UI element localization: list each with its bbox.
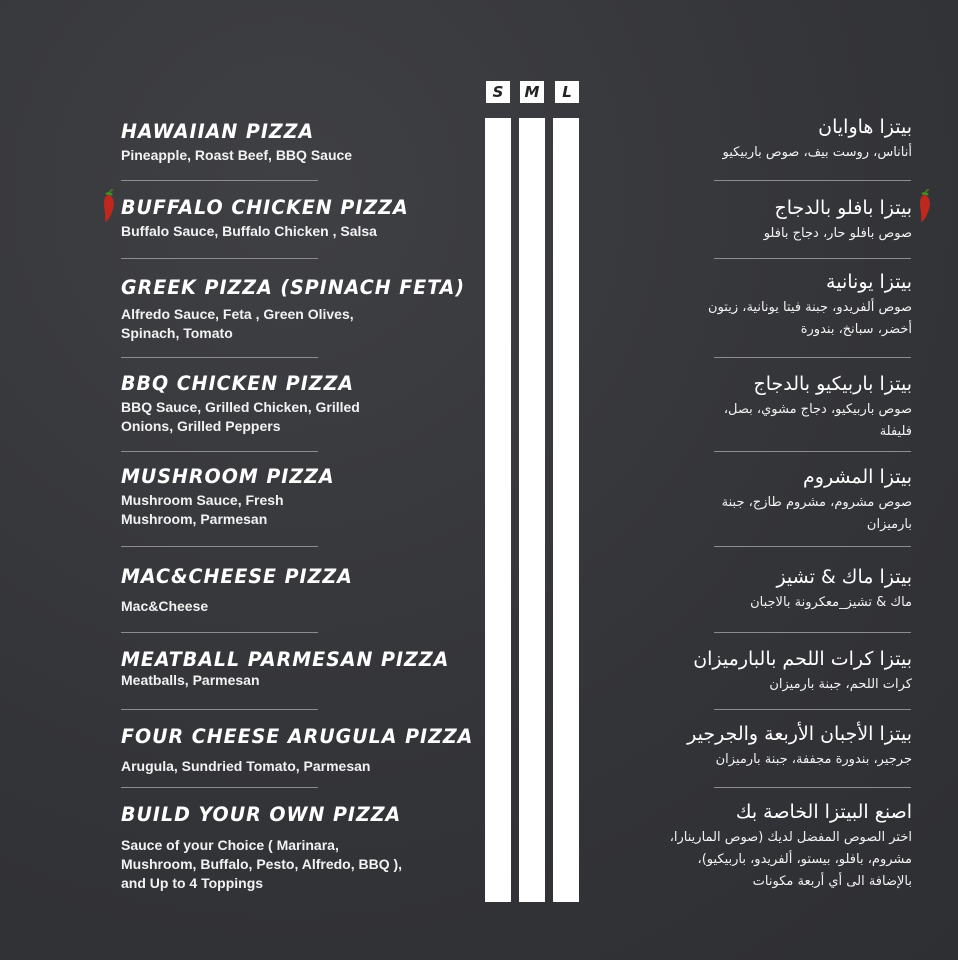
item-desc-ar: ماك & تشيز_معكرونة بالاجبان (750, 595, 912, 610)
chili-pepper-icon (917, 189, 933, 223)
price-small: 40 (489, 209, 509, 228)
price-small: 40 (489, 146, 509, 165)
divider (121, 180, 318, 181)
item-name-en: GREEK PIZZA (SPINACH FETA) (121, 276, 466, 300)
item-desc-en: Pineapple, Roast Beef, BBQ Sauce (121, 147, 353, 163)
item-desc-ar: أناناس، روست بيف، صوص باربيكيو (722, 145, 912, 160)
price-medium: 65 (523, 834, 543, 853)
menu-item-en (121, 196, 421, 241)
menu-item-ar (612, 722, 912, 771)
item-desc-en: Meatballs, Parmesan (121, 672, 260, 688)
menu-item-en (121, 372, 371, 436)
menu-item-ar (702, 465, 912, 536)
item-name-en: MEATBALL PARMESAN PIZZA (121, 648, 450, 672)
divider (714, 546, 911, 547)
item-name-ar: بيتزا بافلو بالدجاج (774, 197, 912, 219)
menu-item-en (121, 465, 351, 529)
item-desc-ar: صوص ألفريدو، جبنة فيتا يونانية، زيتون أخضر، سبانخ، بندورة (708, 300, 912, 337)
price-medium: 65 (523, 591, 543, 610)
price-small: 40 (489, 303, 509, 322)
item-name-ar: بيتزا الأجبان الأربعة والجرجير (687, 723, 912, 745)
menu-item-en (121, 648, 450, 690)
divider (714, 451, 911, 452)
price-large: 85 (557, 745, 577, 764)
price-large: 85 (557, 146, 577, 165)
item-desc-en: Alfredo Sauce, Feta , Green Olives, Spinach, Tomato (121, 306, 354, 341)
price-small: 40 (489, 591, 509, 610)
menu-item-en (121, 803, 421, 893)
item-name-ar: بيتزا ماك & تشيز (776, 566, 912, 588)
price-large: 85 (557, 496, 577, 515)
size-header-large: L (555, 81, 579, 103)
price-medium: 65 (523, 667, 543, 686)
divider (121, 787, 318, 788)
item-desc-ar: صوص بافلو حار، دجاج بافلو (763, 226, 912, 241)
divider (714, 787, 911, 788)
chili-pepper-icon (101, 189, 117, 223)
item-name-en: FOUR CHEESE ARUGULA PIZZA (121, 725, 474, 749)
menu-item-en (121, 276, 466, 343)
menu-item-ar (612, 647, 912, 696)
item-desc-ar: اختر الصوص المفضل لديك (صوص المارينارا، مشروم، بافلو، بيستو، ألفريدو، باربيكيو)، بالإضافة الى أي أربعة مكونات (669, 830, 912, 889)
item-name-ar: بيتزا باربيكيو بالدجاج (753, 373, 912, 395)
item-desc-ar: كرات اللحم، جبنة بارميزان (769, 677, 912, 692)
item-desc-en: Mushroom Sauce, Fresh Mushroom, Parmesan (121, 492, 284, 527)
item-name-en: BUFFALO CHICKEN PIZZA (121, 196, 409, 220)
menu-item-ar (612, 115, 912, 164)
menu-item-ar (662, 800, 912, 893)
item-desc-en: Mac&Cheese (121, 598, 209, 614)
price-large: 85 (557, 667, 577, 686)
divider (714, 357, 911, 358)
item-desc-ar: صوص باربيكيو، دجاج مشوي، بصل، فليفلة (723, 402, 912, 439)
price-large: 85 (557, 209, 577, 228)
item-name-ar: بيتزا هاوايان (818, 116, 912, 138)
divider (121, 709, 318, 710)
item-name-ar: اصنع البيتزا الخاصة بك (735, 801, 912, 823)
item-name-en: MAC&CHEESE PIZZA (121, 565, 353, 589)
divider (714, 632, 911, 633)
price-large: 85 (557, 402, 577, 421)
price-large: 85 (557, 591, 577, 610)
item-name-ar: بيتزا يونانية (826, 271, 912, 293)
divider (121, 258, 318, 259)
menu-item-en (121, 725, 474, 776)
price-medium: 65 (523, 209, 543, 228)
menu-item-ar (672, 270, 912, 341)
divider (121, 632, 318, 633)
menu-item-ar (612, 196, 912, 245)
price-small: 40 (489, 834, 509, 853)
divider (121, 546, 318, 547)
item-desc-en: Sauce of your Choice ( Marinara, Mushroom, Buffalo, Pesto, Alfredo, BBQ ), and Up to 4 Toppings (121, 837, 403, 891)
item-name-en: BBQ CHICKEN PIZZA (121, 372, 355, 396)
price-small: 40 (489, 496, 509, 515)
divider (714, 709, 911, 710)
item-name-en: MUSHROOM PIZZA (121, 465, 335, 489)
item-desc-en: Arugula, Sundried Tomato, Parmesan (121, 758, 371, 774)
divider (121, 357, 318, 358)
item-desc-en: Buffalo Sauce, Buffalo Chicken , Salsa (121, 223, 377, 239)
price-small: 40 (489, 667, 509, 686)
price-medium: 65 (523, 402, 543, 421)
item-name-ar: بيتزا كرات اللحم بالبارميزان (693, 648, 912, 670)
item-desc-ar: جرجير، بندورة مجففة، جبنة بارميزان (715, 752, 912, 767)
menu-item-en (121, 565, 421, 616)
item-desc-ar: صوص مشروم، مشروم طازج، جبنة بارميزان (721, 495, 912, 532)
item-name-ar: بيتزا المشروم (803, 466, 912, 488)
size-header-medium: M (520, 81, 544, 103)
price-medium: 65 (523, 303, 543, 322)
divider (121, 451, 318, 452)
price-small: 40 (489, 402, 509, 421)
price-medium: 65 (523, 146, 543, 165)
divider (714, 180, 911, 181)
price-large: 85 (557, 834, 577, 853)
price-small: 40 (489, 745, 509, 764)
price-medium: 65 (523, 745, 543, 764)
price-large: 85 (557, 303, 577, 322)
item-name-en: BUILD YOUR OWN PIZZA (121, 803, 402, 827)
price-medium: 65 (523, 496, 543, 515)
item-desc-en: BBQ Sauce, Grilled Chicken, Grilled Onions, Grilled Peppers (121, 399, 360, 434)
menu-item-ar (612, 565, 912, 614)
divider (714, 258, 911, 259)
item-name-en: HAWAIIAN PIZZA (121, 120, 315, 144)
menu-item-en (121, 120, 421, 165)
menu-item-ar (702, 372, 912, 443)
size-header-small: S (486, 81, 510, 103)
